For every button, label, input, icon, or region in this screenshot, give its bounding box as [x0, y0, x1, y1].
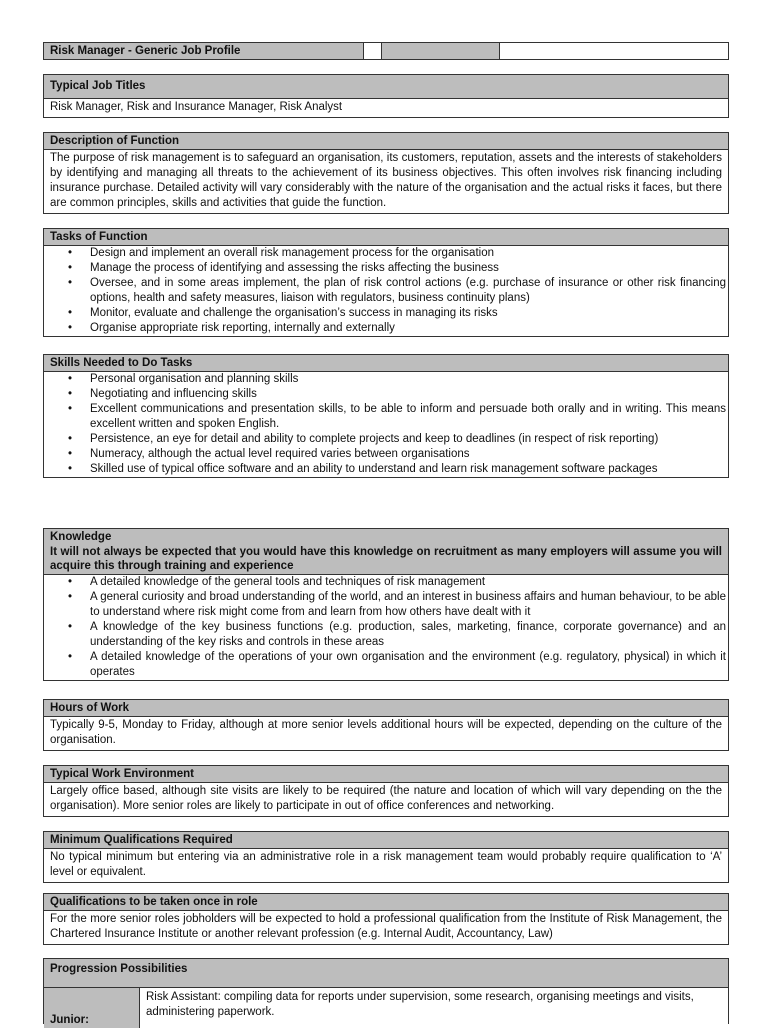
section-text: The purpose of risk management is to safeguard an organisation, its customers, reputation, assets and the interests of stakeholders by identifying and managing all threats to the achievement of its business objectives. This often involves risk financing including insurance purchase. Detailed activity will vary considerably with the nature of the organisation and the actual risks it faces, but there are common principles, skills and activities that guide the function. — [44, 149, 728, 213]
section-text: For the more senior roles jobholders will be expected to hold a professional qualification from the Institute of Risk Management, the Chartered Insurance Institute or another relevant profession (e.g. Internal Audit, Accountancy, Law) — [44, 910, 728, 944]
section-skills — [43, 354, 729, 478]
section-heading: Minimum Qualifications Required — [44, 832, 728, 848]
list-item: • Negotiating and influencing skills — [44, 387, 728, 402]
section-text: Risk Manager, Risk and Insurance Manager, Risk Analyst — [44, 98, 728, 117]
list-item: • A general curiosity and broad understanding of the world, and an interest in business affairs and human behaviour, to be able to understand where risk might come from and learn from how others have dealt with it — [44, 590, 728, 620]
list-item: • Design and implement an overall risk management process for the organisation — [44, 246, 728, 261]
list-item: • A knowledge of the key business functions (e.g. production, sales, marketing, finance, corporate governance) and an understanding of the key risks and controls in these areas — [44, 620, 728, 650]
title-grey-cell — [382, 43, 500, 59]
section-knowledge — [43, 528, 729, 681]
skills-list — [44, 371, 728, 477]
section-heading: Skills Needed to Do Tasks — [44, 355, 728, 371]
list-item: • A detailed knowledge of the general tools and techniques of risk management — [44, 575, 728, 590]
list-item: • Excellent communications and presentation skills, to be able to inform and persuade both orally and in writing. This means excellent written and spoken English. — [44, 402, 728, 432]
title-blank-cell — [364, 43, 382, 59]
list-item: • Persistence, an eye for detail and ability to complete projects and keep to deadlines (in respect of risk reporting) — [44, 432, 728, 447]
section-text: Typically 9-5, Monday to Friday, although at more senior levels additional hours will be expected, depending on the culture of the organisation. — [44, 716, 728, 750]
section-heading: Tasks of Function — [44, 229, 728, 245]
knowledge-list — [44, 574, 728, 680]
section-environment — [43, 765, 729, 817]
list-item: • Oversee, and in some areas implement, the plan of risk control actions (e.g. purchase of insurance or other risk financing options, health and safety measures, liaison with regulators, business continuity plans) — [44, 276, 728, 306]
section-role-qualifications — [43, 893, 729, 945]
section-job-titles — [43, 74, 729, 118]
section-tasks — [43, 228, 729, 337]
section-heading: Knowledge — [44, 529, 728, 545]
section-text: Largely office based, although site visits are likely to be required (the nature and location of which will vary depending on the the organisation). More senior roles are likely to participate in out of office conferences and networking. — [44, 782, 728, 816]
list-item: • Numeracy, although the actual level required varies between organisations — [44, 447, 728, 462]
section-heading: Progression Possibilities — [44, 959, 728, 987]
section-text: No typical minimum but entering via an administrative role in a risk management team would probably require qualification to ‘A’ level or equivalent. — [44, 848, 728, 882]
section-heading: Description of Function — [44, 133, 728, 149]
progression-row — [44, 987, 728, 1028]
section-subheading: It will not always be expected that you would have this knowledge on recruitment as many employers will assume you will acquire this through training and experience — [44, 545, 728, 574]
profile-title: Risk Manager - Generic Job Profile — [44, 43, 364, 59]
list-item: • Manage the process of identifying and assessing the risks affecting the business — [44, 261, 728, 276]
section-heading: Hours of Work — [44, 700, 728, 716]
progression-level-label: Junior: — [44, 988, 140, 1028]
list-item: • Skilled use of typical office software and an ability to understand and learn risk management software packages — [44, 462, 728, 477]
section-heading: Typical Job Titles — [44, 75, 728, 98]
list-item: • Organise appropriate risk reporting, internally and externally — [44, 321, 728, 336]
progression-level-text: Risk Assistant: compiling data for reports under supervision, some research, organising meetings and visits, administering paperwork. — [146, 991, 694, 1018]
section-heading: Qualifications to be taken once in role — [44, 894, 728, 910]
list-item: • Monitor, evaluate and challenge the organisation’s success in managing its risks — [44, 306, 728, 321]
list-item: • Personal organisation and planning skills — [44, 372, 728, 387]
section-description — [43, 132, 729, 214]
section-min-qualifications — [43, 831, 729, 883]
section-progression — [43, 958, 729, 1024]
profile-title-bar — [43, 42, 729, 60]
list-item: • A detailed knowledge of the operations of your own organisation and the environment (e.g. regulatory, physical) in which it operates — [44, 650, 728, 680]
title-blank-cell-2 — [500, 43, 728, 59]
tasks-list — [44, 245, 728, 336]
section-hours — [43, 699, 729, 751]
section-heading: Typical Work Environment — [44, 766, 728, 782]
